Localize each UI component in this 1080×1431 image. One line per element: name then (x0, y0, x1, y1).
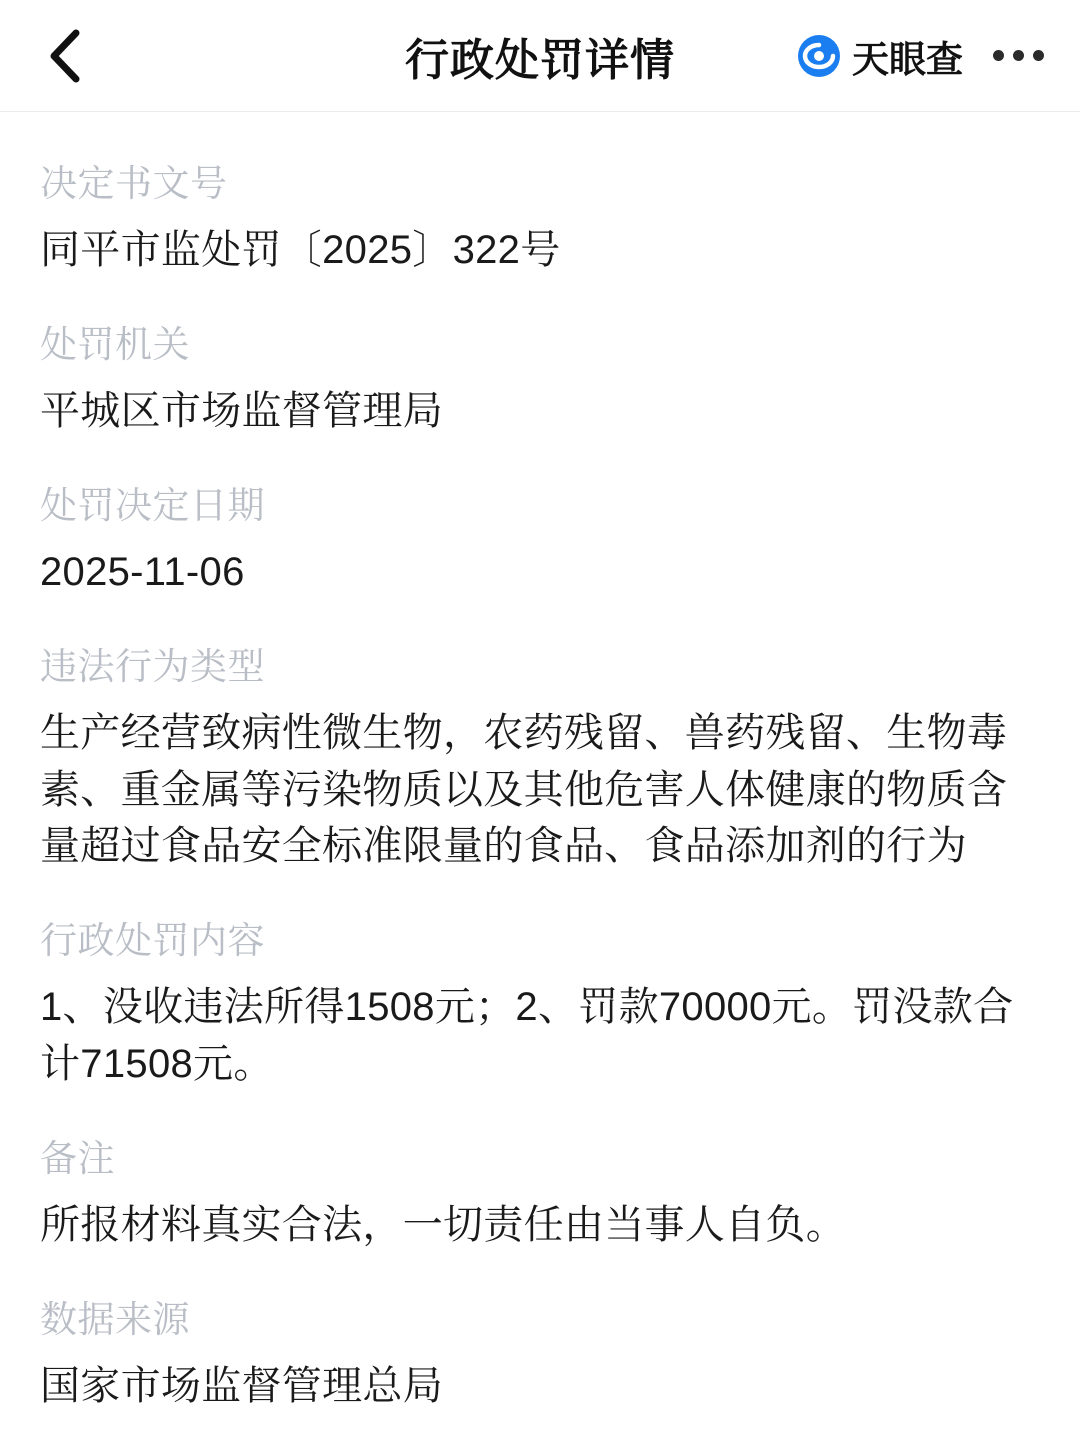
field-value: 2025-11-06 (40, 549, 245, 594)
field-label: 行政处罚内容 (40, 920, 265, 962)
field-value: 所报材料真实合法，一切责任由当事人自负。 (40, 1202, 846, 1247)
field-value: 1、没收违法所得1508元；2、罚款70000元。罚没款合计71508元。 (40, 985, 1014, 1087)
field-value: 同平市监处罚〔2025〕322号 (40, 228, 561, 273)
brand-name: 天眼查 (852, 38, 963, 80)
field-label: 处罚决定日期 (40, 484, 265, 526)
field-penalty-content (40, 917, 1040, 1093)
header-right-group (796, 29, 1046, 83)
field-label: 备注 (40, 1137, 115, 1179)
field-label: 数据来源 (40, 1298, 190, 1340)
page-header (0, 0, 1080, 112)
brand-logo-group[interactable] (796, 29, 963, 83)
field-penalty-authority (40, 321, 1040, 440)
field-decision-date (40, 482, 1040, 601)
detail-content (0, 112, 1080, 1415)
more-horizontal-icon[interactable] (989, 44, 1046, 67)
field-value: 国家市场监督管理总局 (40, 1363, 443, 1408)
field-value: 平城区市场监督管理局 (40, 388, 443, 433)
field-decision-number (40, 160, 1040, 279)
field-violation-type (40, 643, 1040, 875)
page-title: 行政处罚详情 (405, 35, 675, 85)
chevron-left-icon (44, 27, 84, 85)
field-data-source (40, 1296, 1040, 1415)
field-label: 处罚机关 (40, 323, 190, 365)
field-remark (40, 1135, 1040, 1254)
field-label: 违法行为类型 (40, 645, 265, 687)
tianyancha-logo-icon (796, 33, 842, 79)
back-button[interactable] (34, 26, 94, 86)
field-value: 生产经营致病性微生物，农药残留、兽药残留、生物毒素、重金属等污染物质以及其他危害人体健康的物质含量超过食品安全标准限量的食品、食品添加剂的行为 (40, 710, 1008, 869)
field-label: 决定书文号 (40, 163, 228, 204)
